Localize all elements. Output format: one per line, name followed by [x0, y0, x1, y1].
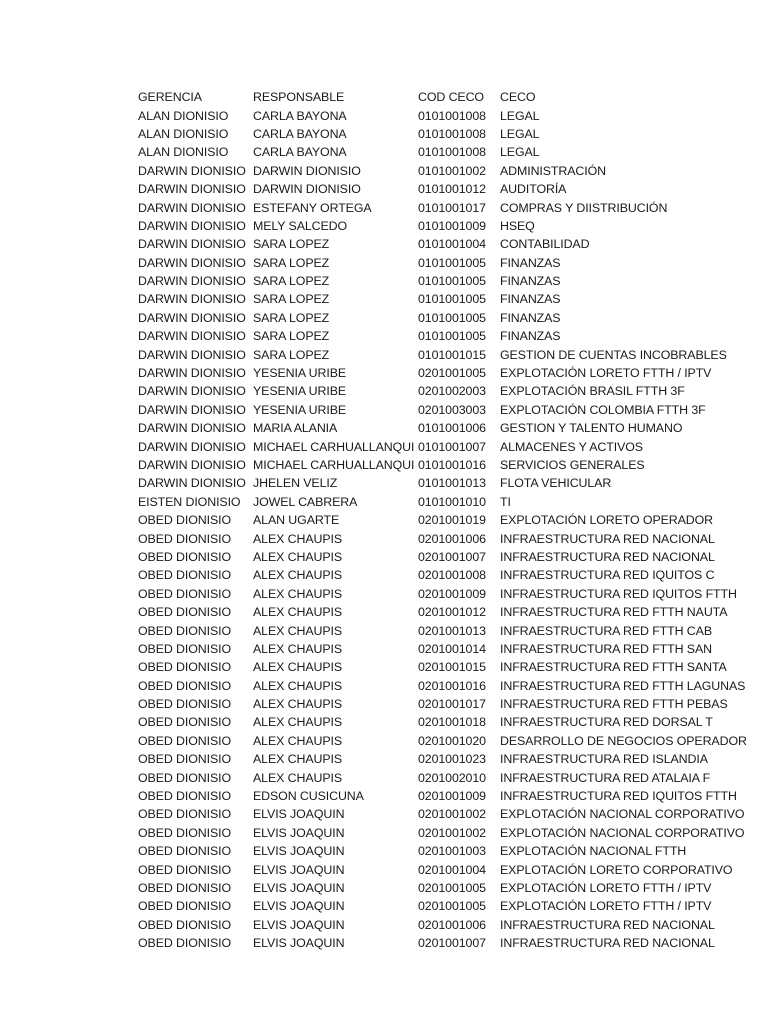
cell-cod-ceco: 0201001009	[418, 789, 486, 804]
cell-gerencia: ALAN DIONISIO	[138, 126, 229, 141]
table-row	[138, 162, 700, 180]
cell-gerencia: OBED DIONISIO	[138, 770, 232, 785]
cell-gerencia: DARWIN DIONISIO	[138, 292, 246, 307]
cell-gerencia: DARWIN DIONISIO	[138, 458, 246, 472]
cell-ceco: ADMINISTRACIÓN	[500, 163, 606, 178]
cell-cod-ceco: 0201001005	[418, 899, 486, 914]
cell-cod-ceco: 0201001020	[418, 733, 486, 748]
table-row	[138, 364, 712, 382]
cell-responsable: ELVIS JOAQUIN	[253, 899, 345, 914]
cell-cod-ceco: 0201002003	[418, 384, 486, 399]
cell-responsable: EDSON CUSICUNA	[253, 789, 364, 804]
cell-gerencia: OBED DIONISIO	[138, 568, 232, 583]
cell-ceco: LEGAL	[500, 126, 540, 141]
cell-gerencia: DARWIN DIONISIO	[138, 237, 246, 252]
cell-cod-ceco: 0201001023	[418, 752, 486, 767]
table-row	[138, 824, 745, 842]
cell-cod-ceco: 0201001005	[418, 880, 486, 895]
ceco-table	[138, 88, 747, 952]
cell-ceco: INFRAESTRUCTURA RED IQUITOS FTTH	[500, 789, 737, 804]
cell-gerencia: OBED DIONISIO	[138, 825, 232, 840]
cell-responsable: DARWIN DIONISIO	[253, 182, 361, 197]
cell-gerencia: OBED DIONISIO	[138, 936, 232, 951]
cell-gerencia: DARWIN DIONISIO	[138, 274, 246, 289]
cell-ceco: INFRAESTRUCTURA RED ATALAIA F	[500, 770, 711, 785]
cell-gerencia: OBED DIONISIO	[138, 862, 232, 877]
cell-responsable: ALEX CHAUPIS	[253, 697, 343, 712]
cell-cod-ceco: 0201001007	[418, 936, 486, 951]
cell-cod-ceco: 0101001002	[418, 163, 486, 178]
cell-cod-ceco: 0201001014	[418, 641, 486, 656]
cell-gerencia: OBED DIONISIO	[138, 623, 232, 638]
table-row	[138, 750, 708, 768]
table-row	[138, 401, 706, 419]
cell-ceco: CONTABILIDAD	[500, 237, 590, 252]
cell-gerencia: DARWIN DIONISIO	[138, 347, 246, 362]
table-row	[138, 474, 700, 492]
cell-ceco: COMPRAS Y DIISTRIBUCIÓN	[500, 200, 668, 215]
cell-responsable: ALEX CHAUPIS	[253, 733, 343, 748]
cell-ceco: LEGAL	[500, 145, 540, 160]
cell-cod-ceco: 0201001016	[418, 678, 486, 693]
cell-responsable: ELVIS JOAQUIN	[253, 880, 345, 895]
table-row	[138, 916, 715, 934]
cell-cod-ceco: 0201001018	[418, 715, 486, 730]
cell-gerencia: DARWIN DIONISIO	[138, 200, 246, 215]
cell-gerencia: ALAN DIONISIO	[138, 145, 229, 160]
cell-gerencia: OBED DIONISIO	[138, 641, 232, 656]
cell-cod-ceco: 0101001008	[418, 126, 486, 141]
cell-gerencia: OBED DIONISIO	[138, 880, 232, 895]
cell-ceco: INFRAESTRUCTURA RED FTTH SANTA	[500, 660, 727, 675]
cell-gerencia: OBED DIONISIO	[138, 531, 232, 546]
cell-responsable: ALAN UGARTE	[253, 513, 340, 528]
cell-responsable: ALEX CHAUPIS	[253, 641, 343, 656]
cell-gerencia: OBED DIONISIO	[138, 899, 232, 914]
cell-cod-ceco: 0201001007	[418, 549, 486, 564]
cell-responsable: CARLA BAYONA	[253, 108, 347, 123]
cell-ceco: EXPLOTACIÓN NACIONAL FTTH	[500, 844, 687, 859]
cell-responsable: ALEX CHAUPIS	[253, 623, 343, 638]
cell-gerencia: DARWIN DIONISIO	[138, 384, 246, 399]
cell-cod-ceco: 0101001007	[418, 439, 486, 454]
cell-responsable: ALEX CHAUPIS	[253, 752, 343, 767]
table-row	[138, 529, 715, 547]
cell-gerencia: DARWIN DIONISIO	[138, 421, 246, 436]
cell-cod-ceco: 0201001015	[418, 660, 486, 675]
table-row	[138, 768, 711, 786]
cell-ceco: FINANZAS	[500, 255, 561, 270]
cell-ceco: INFRAESTRUCTURA RED FTTH SAN	[500, 641, 712, 656]
table-row	[138, 585, 737, 603]
table-row	[138, 437, 700, 455]
cell-responsable: ALEX CHAUPIS	[253, 605, 343, 620]
cell-responsable: YESENIA URIBE	[253, 366, 347, 381]
cell-gerencia: DARWIN DIONISIO	[138, 310, 246, 325]
cell-ceco: EXPLOTACIÓN LORETO CORPORATIVO	[500, 862, 733, 877]
cell-cod-ceco: 0201001019	[418, 513, 486, 528]
cell-responsable: ALEX CHAUPIS	[253, 770, 343, 785]
cell-gerencia: DARWIN DIONISIO	[138, 329, 246, 344]
table-row	[138, 235, 700, 253]
cell-ceco: INFRAESTRUCTURA RED FTTH PEBAS	[500, 697, 728, 712]
cell-responsable: SARA LOPEZ	[253, 347, 330, 362]
cell-responsable: MELY SALCEDO	[253, 218, 348, 233]
cell-gerencia: DARWIN DIONISIO	[138, 218, 246, 233]
cell-cod-ceco: 0201001006	[418, 917, 486, 932]
cell-cod-ceco: 0201001005	[418, 366, 486, 381]
cell-ceco: FINANZAS	[500, 329, 561, 344]
cell-gerencia: OBED DIONISIO	[138, 697, 232, 712]
table-row	[138, 511, 714, 529]
cell-responsable: SARA LOPEZ	[253, 329, 330, 344]
cell-responsable: SARA LOPEZ	[253, 292, 330, 307]
cell-ceco: ALMACENES Y ACTIVOS	[500, 439, 643, 454]
cell-responsable: ALEX CHAUPIS	[253, 531, 343, 546]
cell-responsable: DARWIN DIONISIO	[253, 163, 361, 178]
cell-cod-ceco: 0101001005	[418, 255, 486, 270]
cell-cod-ceco: 0201001006	[418, 531, 486, 546]
table-row	[138, 327, 700, 345]
table-row	[138, 897, 712, 915]
table-row	[138, 787, 737, 805]
cell-gerencia: DARWIN DIONISIO	[138, 366, 246, 381]
cell-responsable: CARLA BAYONA	[253, 126, 347, 141]
cell-cod-ceco: 0101001017	[418, 200, 486, 215]
cell-cod-ceco: 0101001008	[418, 108, 486, 123]
cell-ceco: EXPLOTACIÓN LORETO FTTH / IPTV	[500, 899, 712, 914]
cell-responsable: ELVIS JOAQUIN	[253, 825, 345, 840]
table-row	[138, 456, 700, 474]
cell-ceco: INFRAESTRUCTURA RED FTTH NAUTA	[500, 605, 728, 620]
cell-cod-ceco: 0201001002	[418, 807, 486, 822]
cell-gerencia: OBED DIONISIO	[138, 660, 232, 675]
table-row	[138, 603, 728, 621]
cell-ceco: TI	[500, 494, 511, 509]
cell-gerencia: DARWIN DIONISIO	[138, 182, 246, 197]
table-row	[138, 658, 727, 676]
table-row	[138, 879, 712, 897]
cell-responsable: YESENIA URIBE	[253, 402, 347, 417]
cell-cod-ceco: 0101001005	[418, 310, 486, 325]
cell-cod-ceco: 0201001004	[418, 862, 486, 877]
cell-gerencia: OBED DIONISIO	[138, 715, 232, 730]
table-row	[138, 125, 700, 143]
cell-gerencia: EISTEN DIONISIO	[138, 494, 241, 509]
cell-ceco: EXPLOTACIÓN LORETO FTTH / IPTV	[500, 366, 712, 381]
cell-responsable: YESENIA URIBE	[253, 384, 347, 399]
cell-cod-ceco: 0101001012	[418, 182, 486, 197]
cell-cod-ceco: 0101001008	[418, 145, 486, 160]
cell-responsable: CARLA BAYONA	[253, 145, 347, 160]
cell-ceco: EXPLOTACIÓN COLOMBIA FTTH 3F	[500, 402, 706, 417]
cell-gerencia: OBED DIONISIO	[138, 586, 232, 601]
cell-ceco: EXPLOTACIÓN LORETO OPERADOR	[500, 513, 714, 528]
cell-cod-ceco: 0201001012	[418, 605, 486, 620]
table-row	[138, 640, 712, 658]
cell-gerencia: DARWIN DIONISIO	[138, 402, 246, 417]
table-row	[138, 493, 700, 511]
cell-cod-ceco: 0101001013	[418, 476, 486, 491]
cell-gerencia: DARWIN DIONISIO	[138, 163, 246, 178]
cell-responsable: ELVIS JOAQUIN	[253, 936, 345, 951]
cell-gerencia: ALAN DIONISIO	[138, 108, 229, 123]
table-row	[138, 677, 746, 695]
cell-cod-ceco: 0201001008	[418, 568, 486, 583]
cell-responsable: ALEX CHAUPIS	[253, 549, 343, 564]
cell-ceco: INFRAESTRUCTURA RED ISLANDIA	[500, 752, 708, 767]
cell-ceco: FLOTA VEHICULAR	[500, 476, 612, 491]
cell-ceco: DESARROLLO DE NEGOCIOS OPERADOR	[500, 733, 747, 748]
table-row	[138, 419, 700, 437]
table-row	[138, 860, 733, 878]
table-body	[138, 106, 747, 952]
table-row	[138, 621, 712, 639]
cell-cod-ceco: 0101001009	[418, 218, 486, 233]
cell-gerencia: OBED DIONISIO	[138, 752, 232, 767]
cell-ceco: SERVICIOS GENERALES	[500, 458, 645, 472]
cell-cod-ceco: 0201001013	[418, 623, 486, 638]
table-row	[138, 934, 715, 952]
cell-gerencia: OBED DIONISIO	[138, 844, 232, 859]
cell-gerencia: OBED DIONISIO	[138, 917, 232, 932]
cell-ceco: HSEQ	[500, 218, 535, 233]
cell-cod-ceco: 0201001009	[418, 586, 486, 601]
table-row	[138, 842, 700, 860]
cell-cod-ceco: 0101001006	[418, 421, 486, 436]
table-row	[138, 309, 700, 327]
cell-ceco: INFRAESTRUCTURA RED FTTH CAB	[500, 623, 712, 638]
cell-responsable: MARIA ALANIA	[253, 421, 338, 436]
header-ceco: CECO	[500, 90, 536, 105]
cell-gerencia: OBED DIONISIO	[138, 807, 232, 822]
table-row	[138, 566, 715, 584]
cell-responsable: SARA LOPEZ	[253, 255, 330, 270]
cell-gerencia: DARWIN DIONISIO	[138, 476, 246, 491]
cell-cod-ceco: 0201002010	[418, 770, 486, 785]
cell-cod-ceco: 0201001002	[418, 825, 486, 840]
cell-cod-ceco: 0101001004	[418, 237, 486, 252]
table-row	[138, 106, 700, 124]
cell-ceco: LEGAL	[500, 108, 540, 123]
cell-gerencia: OBED DIONISIO	[138, 549, 232, 564]
cell-responsable: ELVIS JOAQUIN	[253, 862, 345, 877]
cell-ceco: INFRAESTRUCTURA RED NACIONAL	[500, 549, 715, 564]
cell-ceco: AUDITORÍA	[500, 182, 567, 197]
cell-responsable: MICHAEL CARHUALLANQUI	[253, 439, 415, 454]
cell-responsable: SARA LOPEZ	[253, 237, 330, 252]
cell-cod-ceco: 0101001016	[418, 458, 486, 472]
cell-responsable: ELVIS JOAQUIN	[253, 917, 345, 932]
cell-cod-ceco: 0201001017	[418, 697, 486, 712]
cell-responsable: SARA LOPEZ	[253, 274, 330, 289]
cell-gerencia: DARWIN DIONISIO	[138, 255, 246, 270]
cell-ceco: EXPLOTACIÓN LORETO FTTH / IPTV	[500, 880, 712, 895]
cell-cod-ceco: 0101001015	[418, 347, 486, 362]
header-gerencia: GERENCIA	[138, 90, 202, 105]
table-row	[138, 254, 700, 272]
table-row	[138, 548, 715, 566]
header-responsable: RESPONSABLE	[253, 90, 345, 105]
cell-responsable: ALEX CHAUPIS	[253, 678, 343, 693]
table-row	[138, 198, 700, 216]
cell-responsable: JHELEN VELIZ	[253, 476, 338, 491]
cell-ceco: INFRAESTRUCTURA RED NACIONAL	[500, 917, 715, 932]
cell-ceco: INFRAESTRUCTURA RED NACIONAL	[500, 531, 715, 546]
cell-ceco: GESTION DE CUENTAS INCOBRABLES	[500, 347, 727, 362]
table-header-row	[138, 88, 700, 106]
cell-cod-ceco: 0101001010	[418, 494, 486, 509]
table-row	[138, 290, 700, 308]
cell-ceco: INFRAESTRUCTURA RED FTTH LAGUNAS	[500, 678, 746, 693]
cell-responsable: ELVIS JOAQUIN	[253, 844, 345, 859]
table-row	[138, 732, 747, 750]
cell-responsable: JOWEL CABRERA	[253, 494, 358, 509]
cell-ceco: GESTION Y TALENTO HUMANO	[500, 421, 683, 436]
cell-ceco: INFRAESTRUCTURA RED IQUITOS FTTH	[500, 586, 737, 601]
cell-gerencia: OBED DIONISIO	[138, 789, 232, 804]
cell-gerencia: OBED DIONISIO	[138, 733, 232, 748]
cell-ceco: EXPLOTACIÓN NACIONAL CORPORATIVO	[500, 807, 745, 822]
cell-responsable: ALEX CHAUPIS	[253, 715, 343, 730]
table-row	[138, 805, 745, 823]
cell-ceco: FINANZAS	[500, 292, 561, 307]
table-row	[138, 695, 728, 713]
table-row	[138, 143, 700, 161]
table-row	[138, 217, 700, 235]
table-row	[138, 272, 700, 290]
cell-gerencia: OBED DIONISIO	[138, 605, 232, 620]
table-row	[138, 382, 700, 400]
cell-ceco: INFRAESTRUCTURA RED DORSAL T	[500, 715, 713, 730]
cell-responsable: SARA LOPEZ	[253, 310, 330, 325]
cell-ceco: EXPLOTACIÓN NACIONAL CORPORATIVO	[500, 825, 745, 840]
cell-gerencia: OBED DIONISIO	[138, 678, 232, 693]
cell-responsable: ELVIS JOAQUIN	[253, 807, 345, 822]
cell-cod-ceco: 0101001005	[418, 292, 486, 307]
cell-ceco: FINANZAS	[500, 274, 561, 289]
table-row	[138, 180, 700, 198]
cell-responsable: MICHAEL CARHUALLANQUI	[253, 458, 415, 472]
cell-responsable: ALEX CHAUPIS	[253, 568, 343, 583]
table-row	[138, 713, 713, 731]
cell-responsable: ESTEFANY ORTEGA	[253, 200, 372, 215]
cell-ceco: INFRAESTRUCTURA RED NACIONAL	[500, 936, 715, 951]
header-cod-ceco: COD CECO	[418, 90, 484, 105]
cell-gerencia: DARWIN DIONISIO	[138, 439, 246, 454]
cell-ceco: EXPLOTACIÓN BRASIL FTTH 3F	[500, 384, 685, 399]
cell-cod-ceco: 0101001005	[418, 274, 486, 289]
cell-cod-ceco: 0101001005	[418, 329, 486, 344]
cell-gerencia: OBED DIONISIO	[138, 513, 232, 528]
cell-responsable: ALEX CHAUPIS	[253, 586, 343, 601]
cell-ceco: FINANZAS	[500, 310, 561, 325]
cell-ceco: INFRAESTRUCTURA RED IQUITOS C	[500, 568, 715, 583]
cell-cod-ceco: 0201001003	[418, 844, 486, 859]
cell-responsable: ALEX CHAUPIS	[253, 660, 343, 675]
cell-cod-ceco: 0201003003	[418, 402, 486, 417]
table-row	[138, 345, 727, 363]
